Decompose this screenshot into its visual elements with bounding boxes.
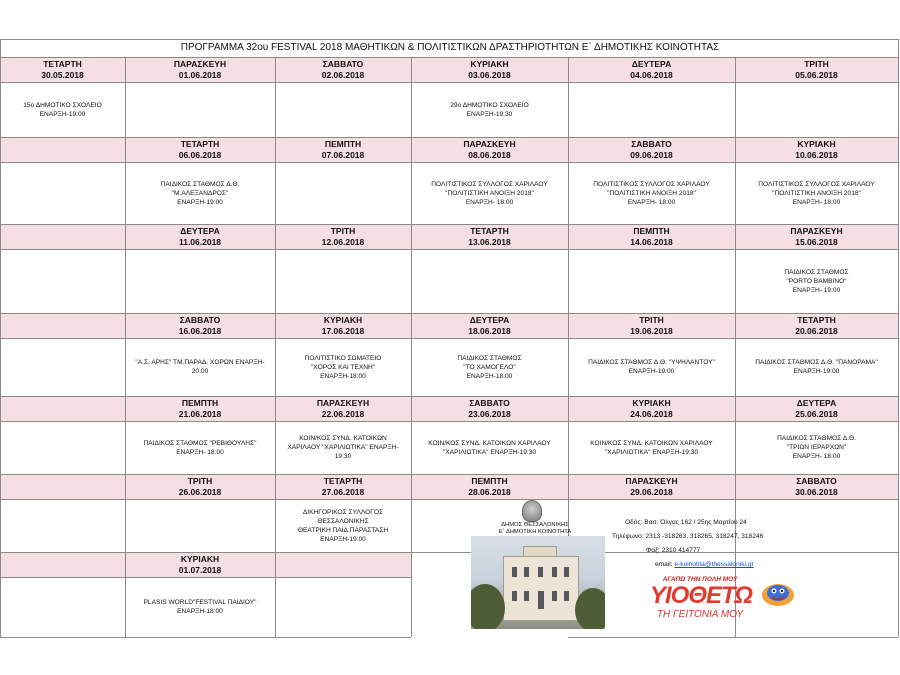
day-name: ΤΡΙΤΗ xyxy=(330,226,356,236)
event-line: ΧΑΡΙΛΑΟΥ "ΧΑΡΙΛΙΩΤΙΚΑ" ΕΝΑΡΞΗ- xyxy=(287,444,399,451)
event-line: ΕΝΑΡΞΗ-19:00 xyxy=(177,198,223,206)
day-name: ΠΕΜΠΤΗ xyxy=(324,139,362,149)
day-name: ΣΑΒΒΑΤΟ xyxy=(469,398,510,408)
day-header xyxy=(275,59,411,80)
day-name: ΚΥΡΙΑΚΗ xyxy=(632,398,671,408)
event-line: ΕΝΑΡΞΗ- 18:00 xyxy=(465,198,514,206)
day-date: 04.06.2018 xyxy=(630,69,673,80)
day-date: 25.06.2018 xyxy=(795,408,838,419)
event-line: ΠΑΙΔΙΚΟΣ ΣΤΑΘΜΟΣ Δ.Θ. xyxy=(160,180,240,188)
event-line: "Μ.ΑΛΕΞΑΝΔΡΟΣ" xyxy=(171,189,229,197)
day-name: ΠΑΡΑΣΚΕΥΗ xyxy=(173,59,227,69)
day-header xyxy=(411,398,568,419)
municipality-community: Ε΄ ΔΗΜΟΤΙΚΗ ΚΟΙΝΟΤΗΤΑ xyxy=(498,529,572,535)
event-line: ΕΝΑΡΞΗ- 18:00 xyxy=(176,448,224,456)
day-header xyxy=(125,315,275,336)
day-date: 02.06.2018 xyxy=(321,69,365,80)
day-date: 20.06.2018 xyxy=(795,325,838,336)
event-line: ΘΕΣΣΑΛΟΝΙΚΗΣ xyxy=(317,517,369,525)
day-name: ΤΕΤΑΡΤΗ xyxy=(470,226,509,236)
event-entry xyxy=(735,358,898,376)
event-line: ΘΕΑΤΡΙΚΗ ΠΑΙΔ.ΠΑΡΑΣΤΑΣΗ xyxy=(297,526,389,534)
day-date: 27.06.2018 xyxy=(321,486,365,497)
day-name: ΠΑΡΑΣΚΕΥΗ xyxy=(316,398,370,408)
event-line: ΠΟΛΙΤΙΣΤΙΚΟΣ ΣΥΛΛΟΓΟΣ ΧΑΡΙΛΑΟΥ xyxy=(758,180,875,188)
email-label: email: xyxy=(655,561,675,568)
day-header xyxy=(125,476,275,497)
day-header xyxy=(0,59,125,80)
day-header xyxy=(275,139,411,160)
day-name: ΤΕΤΑΡΤΗ xyxy=(43,59,82,69)
day-date: 22.06.2018 xyxy=(321,408,365,419)
day-date: 30.06.2018 xyxy=(795,486,838,497)
event-line: 29ο ΔΗΜΟΤΙΚΟ ΣΧΟΛΕΙΟ xyxy=(450,101,529,109)
day-header xyxy=(275,398,411,419)
contact-phone: Τηλέφωνο: 2313 -318263, 318265, 318247, 318246 xyxy=(612,533,764,540)
event-line: ΕΝΑΡΞΗ- 18:00 xyxy=(792,198,841,206)
event-line: ΕΝΑΡΞΗ-19:00 xyxy=(793,368,840,375)
day-date: 13.06.2018 xyxy=(468,236,511,247)
event-line: ΕΝΑΡΞΗ-19:30 xyxy=(466,110,513,118)
day-date: 05.06.2018 xyxy=(795,69,838,80)
day-header xyxy=(125,59,275,80)
event-entry xyxy=(411,180,568,207)
event-entry xyxy=(125,358,275,376)
slogan-top: ΑΓΑΠΩ ΤΗΝ ΠΟΛΗ ΜΟΥ xyxy=(662,576,738,583)
event-line: ΠΟΛΙΤΙΣΤΙΚΟΣ ΣΥΛΛΟΓΟΣ ΧΑΡΙΛΑΟΥ xyxy=(593,180,710,188)
event-line: ΔΙΚΗΓΟΡΙΚΟΣ ΣΥΛΛΟΓΟΣ xyxy=(302,508,384,516)
day-header xyxy=(735,59,898,80)
day-header xyxy=(568,476,735,497)
event-line: "ΠΟΛΙΤΙΣΤΙΚΗ ΑΝΟΙΞΗ 2018" xyxy=(445,189,534,197)
day-date: 08.06.2018 xyxy=(468,149,511,160)
day-name: ΠΑΡΑΣΚΕΥΗ xyxy=(790,226,843,236)
day-name: ΤΡΙΤΗ xyxy=(804,59,829,69)
event-line: PLASIS WORLD"FESTIVAL ΠΑΙΔΙΟΥ" xyxy=(143,599,257,606)
building-facade xyxy=(503,556,579,621)
day-name: ΔΕΥΤΕΡΑ xyxy=(796,398,837,408)
day-date: 18.06.2018 xyxy=(468,325,511,336)
event-entry xyxy=(411,439,568,457)
event-entry xyxy=(0,101,125,119)
event-line: "ΧΟΡΟΣ ΚΑΙ ΤΕΧΝΗ" xyxy=(310,363,376,371)
day-header xyxy=(735,398,898,419)
event-line: ΠΑΙΔΙΚΟΣ ΣΤΑΘΜΟΣ xyxy=(457,354,522,362)
event-line: "PORTO BAMBINO" xyxy=(786,277,847,285)
event-line: "Α.Σ. ΑΡΗΣ" ΤΜ.ΠΑΡΑΔ. ΧΟΡΩΝ ΕΝΑΡΞΗ- xyxy=(135,359,265,366)
page-title: ΠΡΟΓΡΑΜΜΑ 32ου FESTIVAL 2018 ΜΑΘΗΤΙΚΩΝ & ΠΟΛΙΤΙΣΤΙΚΩΝ ΔΡΑΣΤΗΡΙΟΤΗΤΩΝ Ε΄ ΔΗΜΟΤΙΚΗΣ ΚΟΙΝΟΤΗΤΑΣ xyxy=(180,42,720,53)
event-line: 15ο ΔΗΜΟΤΙΚΟ ΣΧΟΛΕΙΟ xyxy=(23,101,102,109)
event-line: ΕΝΑΡΞΗ-18:00 xyxy=(466,372,513,380)
day-name: ΚΥΡΙΑΚΗ xyxy=(180,554,220,564)
municipality-label xyxy=(480,522,590,536)
municipality-logo xyxy=(522,500,542,522)
day-date: 26.06.2018 xyxy=(178,486,222,497)
day-date: 01.07.2018 xyxy=(178,564,222,575)
event-entry xyxy=(275,508,411,544)
event-entry xyxy=(125,439,275,457)
event-line: ΚΟΙΝ/ΚΟΣ ΣΥΝΔ. ΚΑΤΟΙΚΩΝ ΧΑΡΙΛΑΟΥ xyxy=(428,439,551,447)
day-date: 12.06.2018 xyxy=(321,236,365,247)
day-date: 24.06.2018 xyxy=(630,408,673,419)
day-name: ΤΕΤΑΡΤΗ xyxy=(323,476,363,486)
event-entry xyxy=(735,434,898,461)
day-header xyxy=(568,226,735,247)
day-date: 19.06.2018 xyxy=(630,325,673,336)
event-line: ΕΝΑΡΞΗ-18:00 xyxy=(177,608,223,615)
contact-fax: Φαξ: 2310 414777 xyxy=(646,547,701,554)
mascot-icon xyxy=(760,578,796,608)
event-entry xyxy=(568,358,735,376)
event-line: ΠΑΙΔΙΚΟΣ ΣΤΑΘΜΟΣ Δ.Θ. "ΠΑΝΟΡΑΜΑ" xyxy=(755,359,878,366)
building-photo xyxy=(471,536,605,629)
day-name: ΣΑΒΒΑΤΟ xyxy=(322,59,364,69)
day-name: ΚΥΡΙΑΚΗ xyxy=(797,139,836,149)
day-date: 16.06.2018 xyxy=(178,325,222,336)
day-name: ΤΕΤΑΡΤΗ xyxy=(797,315,836,325)
event-line: ΕΝΑΡΞΗ-19:00 xyxy=(39,110,86,118)
day-date: 21.06.2018 xyxy=(178,408,222,419)
event-line: ΠΑΙΔΙΚΟΣ ΣΤΑΘΜΟΣ Δ.Θ. xyxy=(777,435,856,442)
event-line: ΠΑΙΔΙΚΟΣ ΣΤΑΘΜΟΣ Δ.Θ. "ΥΨΗΛΑΝΤΟΥ" xyxy=(588,359,715,366)
day-header xyxy=(275,315,411,336)
day-name: ΔΕΥΤΕΡΑ xyxy=(180,226,220,236)
day-header xyxy=(275,476,411,497)
event-line: ΚΟΙΝ/ΚΟΣ ΣΥΝΔ. ΚΑΤΟΙΚΩΝ xyxy=(299,435,387,442)
day-header xyxy=(411,476,568,497)
day-name: ΤΕΤΑΡΤΗ xyxy=(180,139,220,149)
day-header xyxy=(568,315,735,336)
day-name: ΤΡΙΤΗ xyxy=(639,315,664,325)
day-header xyxy=(735,476,898,497)
day-name: ΠΑΡΑΣΚΕΥΗ xyxy=(463,139,516,149)
day-header xyxy=(411,315,568,336)
day-header xyxy=(735,315,898,336)
event-entry xyxy=(735,268,898,295)
event-line: ΕΝΑΡΞΗ-19:00 xyxy=(320,535,366,543)
day-header xyxy=(125,398,275,419)
email-link[interactable]: e-koinotita@thessaloniki.gr xyxy=(674,561,754,568)
event-entry xyxy=(735,180,898,207)
day-header xyxy=(411,59,568,80)
event-entry xyxy=(125,180,275,207)
slogan-main: ΥΙΟΘΕΤΩ xyxy=(650,582,752,609)
event-line: ΠΑΙΔΙΚΟΣ ΣΤΑΘΜΟΣ "ΡΕΒΙΘΟΥΛΗΣ" xyxy=(143,439,257,447)
event-entry xyxy=(568,180,735,207)
day-date: 03.06.2018 xyxy=(468,69,511,80)
municipality-name: ΔΗΜΟΣ ΘΕΣΣΑΛΟΝΙΚΗΣ xyxy=(501,522,569,528)
day-name: ΠΕΜΠΤΗ xyxy=(633,226,670,236)
day-header xyxy=(275,226,411,247)
event-line: "ΧΑΡΙΛΙΩΤΙΚΑ" ΕΝΑΡΞΗ-19:30 xyxy=(604,448,699,456)
day-header xyxy=(411,226,568,247)
event-line: ΕΝΑΡΞΗ-18:00 xyxy=(320,372,366,380)
day-name: ΣΑΒΒΑΤΟ xyxy=(796,476,837,486)
day-name: ΣΑΒΒΑΤΟ xyxy=(631,139,672,149)
day-name: ΠΑΡΑΣΚΕΥΗ xyxy=(625,476,678,486)
day-name: ΚΥΡΙΑΚΗ xyxy=(323,315,363,325)
day-date: 11.06.2018 xyxy=(178,236,222,247)
event-entry xyxy=(275,434,411,461)
day-name: ΔΕΥΤΕΡΑ xyxy=(631,59,672,69)
day-date: 01.06.2018 xyxy=(178,69,222,80)
day-date: 07.06.2018 xyxy=(321,149,365,160)
day-date: 30.05.2018 xyxy=(41,69,84,80)
day-date: 29.06.2018 xyxy=(630,486,673,497)
day-header xyxy=(125,226,275,247)
event-line: "ΤΡΙΩΝ ΙΕΡΑΡΧΩΝ" xyxy=(786,444,847,451)
event-entry xyxy=(568,439,735,457)
event-line: "ΧΑΡΙΛΙΩΤΙΚΑ" ΕΝΑΡΞΗ-19:30 xyxy=(442,448,537,456)
event-line: ΕΝΑΡΞΗ- 18:00 xyxy=(792,453,841,460)
day-header xyxy=(125,139,275,160)
event-line: ΕΝΑΡΞΗ- 19:00 xyxy=(792,286,841,294)
day-date: 23.06.2018 xyxy=(468,408,511,419)
day-date: 14.06.2018 xyxy=(630,236,673,247)
day-date: 06.06.2018 xyxy=(178,149,222,160)
day-date: 17.06.2018 xyxy=(321,325,365,336)
day-date: 10.06.2018 xyxy=(795,149,838,160)
day-name: ΠΕΜΠΤΗ xyxy=(471,476,508,486)
event-entry xyxy=(125,598,275,616)
event-entry xyxy=(411,354,568,381)
event-line: "ΠΟΛΙΤΙΣΤΙΚΗ ΑΝΟΙΞΗ 2018" xyxy=(772,189,861,197)
slogan-sub: ΤΗ ΓΕΙΤΟΝΙΑ ΜΟΥ xyxy=(656,609,744,620)
event-line: ΠΟΛΙΤΙΣΤΙΚΟ ΣΩΜΑΤΕΙΟ xyxy=(304,354,382,362)
day-header xyxy=(568,398,735,419)
day-date: 09.06.2018 xyxy=(630,149,673,160)
day-header xyxy=(568,139,735,160)
day-header xyxy=(735,226,898,247)
event-line: "ΤΟ ΧΑΜΟΓΕΛΟ" xyxy=(463,363,516,371)
contact-email xyxy=(655,560,754,569)
contact-address: Οδός: Βασ. Όλγας 162 / 25ης Μαρτίου 24 xyxy=(625,519,747,526)
day-name: ΤΡΙΤΗ xyxy=(187,476,213,486)
day-name: ΚΥΡΙΑΚΗ xyxy=(470,59,509,69)
event-line: ΠΟΛΙΤΙΣΤΙΚΟΣ ΣΥΛΛΟΓΟΣ ΧΑΡΙΛΑΟΥ xyxy=(431,180,548,188)
day-date: 15.06.2018 xyxy=(795,236,838,247)
day-header xyxy=(125,554,275,575)
event-line: 20:00 xyxy=(191,368,209,375)
day-header xyxy=(735,139,898,160)
day-name: ΣΑΒΒΑΤΟ xyxy=(179,315,221,325)
event-line: "ΠΟΛΙΤΙΣΤΙΚΗ ΑΝΟΙΞΗ 2018" xyxy=(607,189,696,197)
event-line: ΕΝΑΡΞΗ-19:00 xyxy=(628,368,675,375)
event-line: ΠΑΙΔΙΚΟΣ ΣΤΑΘΜΟΣ xyxy=(784,268,849,276)
event-entry xyxy=(275,354,411,381)
event-entry xyxy=(411,101,568,119)
event-line: 19:30 xyxy=(334,453,352,460)
event-line: ΚΟΙΝ/ΚΟΣ ΣΥΝΔ. ΚΑΤΟΙΚΩΝ ΧΑΡΙΛΑΟΥ xyxy=(590,439,713,447)
day-header xyxy=(568,59,735,80)
day-name: ΔΕΥΤΕΡΑ xyxy=(469,315,510,325)
day-date: 28.06.2018 xyxy=(468,486,511,497)
day-name: ΠΕΜΠΤΗ xyxy=(181,398,219,408)
event-line: ΕΝΑΡΞΗ- 18:00 xyxy=(627,198,676,206)
day-header xyxy=(411,139,568,160)
